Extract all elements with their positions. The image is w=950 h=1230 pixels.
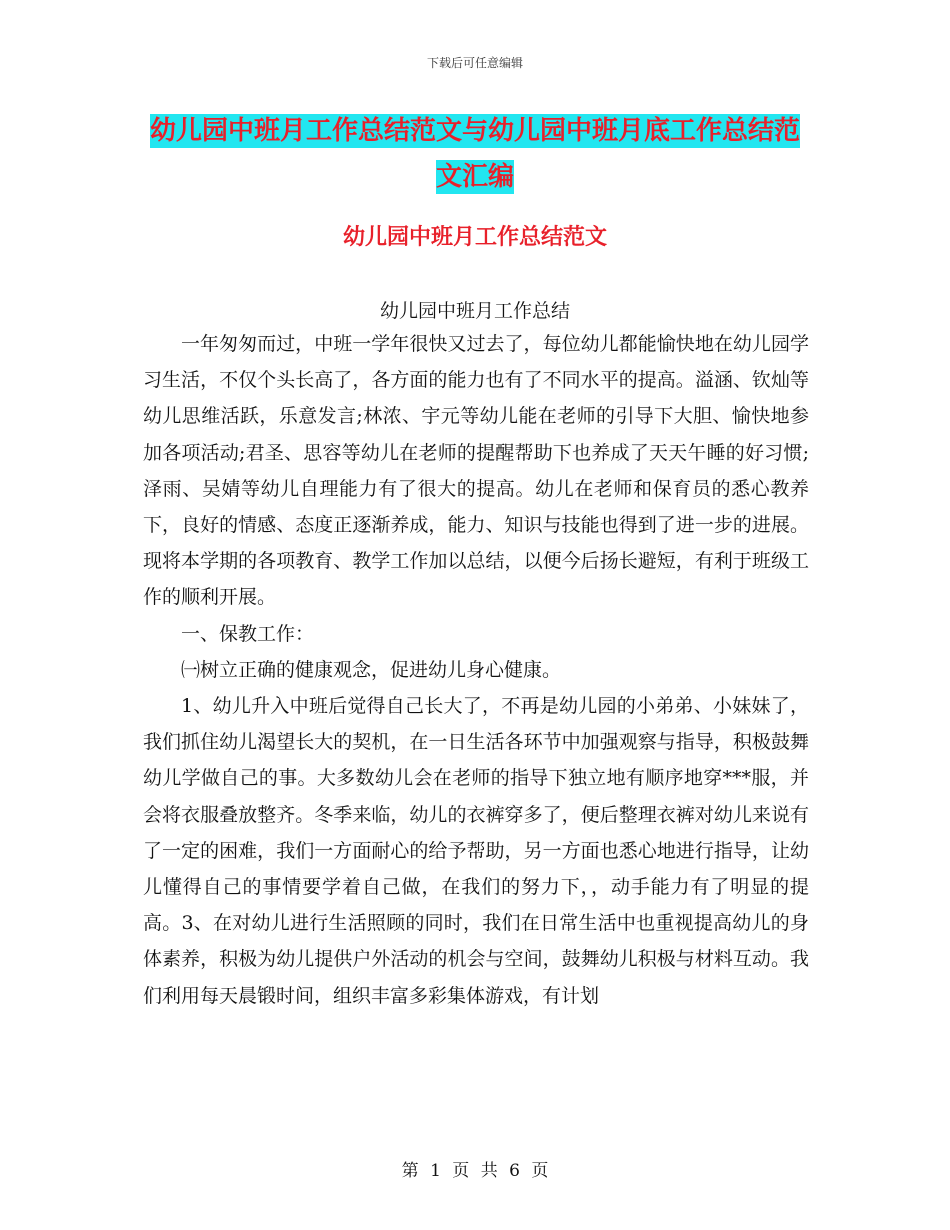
document-title-text: 幼儿园中班月工作总结范文与幼儿园中班月底工作总结范文汇编 — [149, 116, 800, 192]
header-note: 下载后可任意编辑 — [426, 56, 523, 70]
page-footer: 第 1 页 共 6 页 — [401, 1161, 549, 1181]
paragraph-item-1: 1、幼儿升入中班后觉得自己长大了，不再是幼儿园的小弟弟、小妹妹了，我们抓住幼儿渴望长大的契机，在一日生活各环节中加强观察与指导，积极鼓舞幼儿学做自己的事。大多数幼儿会在老师的指导下独立地有顺序地穿***服，并会将衣服叠放整齐。冬季来临，幼儿的衣裤穿多了，便后整理衣裤对幼儿来说有了一定的困难，我们一方面耐心的给予帮助，另一方面也悉心地进行指导，让幼儿懂得自己的事情要学着自己做，在我们的努力下，，动手能力有了明显的提高。3、在对幼儿进行生活照顾的同时，我们在日常生活中也重视提高幼儿的身体素养，积极为幼儿提供户外活动的机会与空间，鼓舞幼儿积极与材料互动。我们利用每天晨锻时间，组织丰富多彩集体游戏，有计划 — [143, 695, 809, 1007]
paragraph-heading-care-education: 一、保教工作： — [181, 622, 315, 645]
paragraph-subheading-health: ㈠树立正确的健康观念，促进幼儿身心健康。 — [181, 658, 562, 681]
body-text — [143, 326, 809, 1014]
paragraph-intro: 一年匆匆而过，中班一学年很快又过去了，每位幼儿都能愉快地在幼儿园学习生活，不仅个头长高了，各方面的能力也有了不同水平的提高。溢涵、钦灿等幼儿思维活跃，乐意发言;林浓、宇元等幼儿能在老师的引导下大胆、愉快地参加各项活动;君圣、思容等幼儿在老师的提醒帮助下也养成了天天午睡的好习惯;泽雨、吴婧等幼儿自理能力有了很大的提高。幼儿在老师和保育员的悉心教养下，良好的情感、态度正逐渐养成，能力、知识与技能也得到了进一步的进展。现将本学期的各项教育、教学工作加以总结，以便今后扬长避短，有利于班级工作的顺利开展。 — [143, 333, 809, 609]
sub-title: 幼儿园中班月工作总结 — [379, 300, 570, 322]
section-title: 幼儿园中班月工作总结范文 — [342, 225, 607, 250]
document-title — [140, 108, 810, 200]
